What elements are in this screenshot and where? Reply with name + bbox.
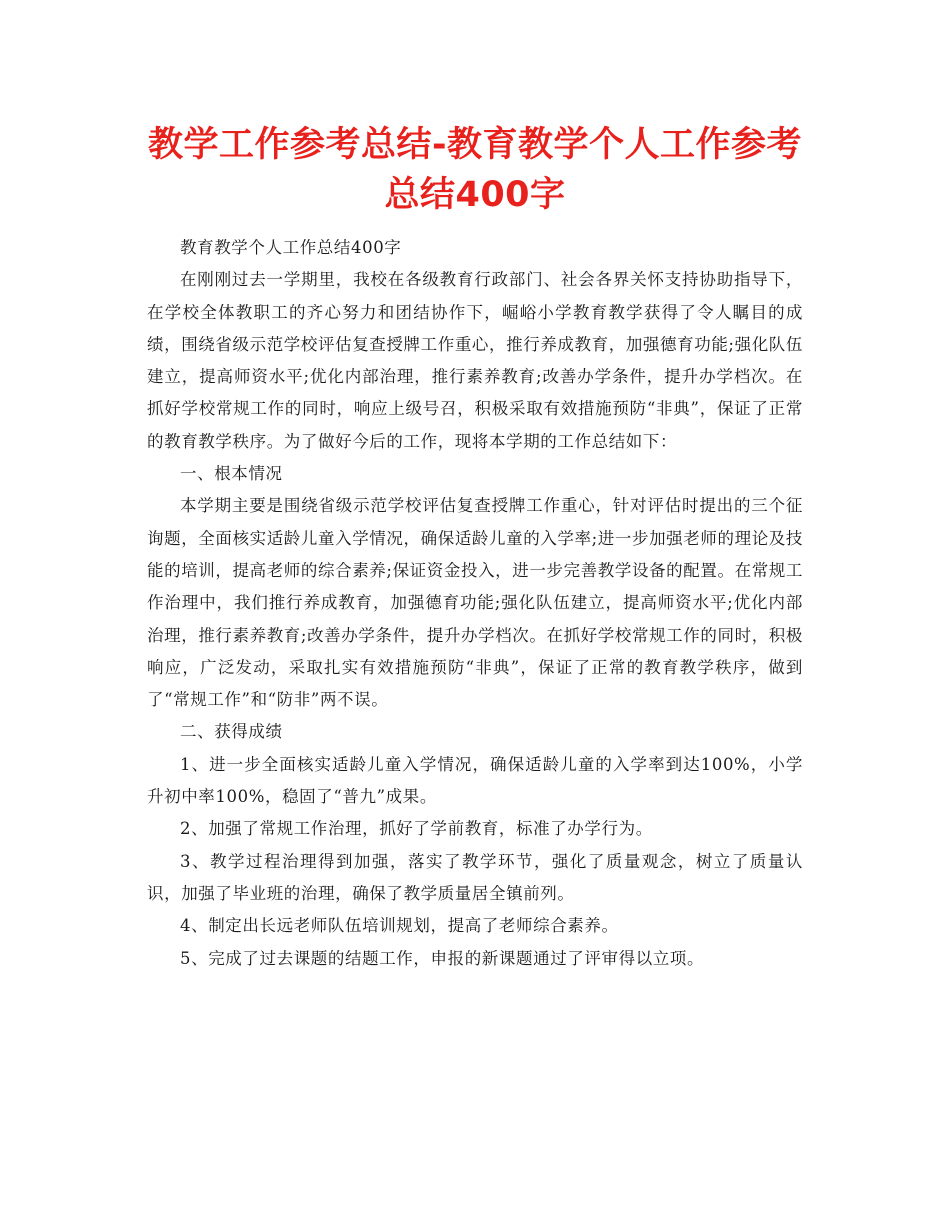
document-page xyxy=(147,120,803,975)
achievement-item: 2、加强了常规工作治理，抓好了学前教育，标准了办学行为。 xyxy=(180,819,653,839)
document-body xyxy=(147,232,803,975)
achievement-item: 5、完成了过去课题的结题工作，申报的新课题通过了评审得以立项。 xyxy=(180,948,705,968)
achievement-item: 3、教学过程治理得到加强，落实了教学环节，强化了质量观念，树立了质量认识，加强了毕业班的治理，确保了教学质量居全镇前列。 xyxy=(147,851,803,903)
achievement-item: 4、制定出长远老师队伍培训规划，提高了老师综合素养。 xyxy=(180,916,619,936)
achievement-item: 1、进一步全面核实适龄儿童入学情况，确保适龄儿童的入学率到达100%，小学升初中率100%，稳固了“普九”成果。 xyxy=(147,754,803,807)
subtitle-paragraph: 教育教学个人工作总结400字 xyxy=(180,238,402,257)
section-heading-achievements: 二、获得成绩 xyxy=(180,722,283,742)
basic-situation-paragraph: 本学期主要是围绕省级示范学校评估复查授牌工作重心，针对评估时提出的三个征询题，全面核实适龄儿童入学情况，确保适龄儿童的入学率;进一步加强老师的理论及技能的培训，提高老师的综合素养;保证资金投入，进一步完善教学设备的配置。在常规工作治理中，我们推行养成教育，加强德育功能;强化队伍建立，提高师资水平;优化内部治理，推行素养教育;改善办学条件，提升办学档次。在抓好学校常规工作的同时，积极响应，广泛发动，采取扎实有效措施预防“非典”，保证了正常的教育教学秩序，做到了“常规工作”和“防非”两不误。 xyxy=(147,496,803,710)
section-heading-basic-situation: 一、根本情况 xyxy=(180,464,283,484)
document-title: 教学工作参考总结-教育教学个人工作参考总结400字 xyxy=(147,125,803,215)
intro-paragraph: 在刚刚过去一学期里，我校在各级教育行政部门、社会各界关怀支持协助指导下，在学校全体教职工的齐心努力和团结协作下，崛峪小学教育教学获得了令人瞩目的成绩，围绕省级示范学校评估复查授牌工作重心，推行养成教育，加强德育功能;强化队伍建立，提高师资水平;优化内部治理，推行素养教育;改善办学条件，提升办学档次。在抓好学校常规工作的同时，响应上级号召，积极采取有效措施预防“非典”，保证了正常的教育教学秩序。为了做好今后的工作，现将本学期的工作总结如下： xyxy=(147,270,803,451)
